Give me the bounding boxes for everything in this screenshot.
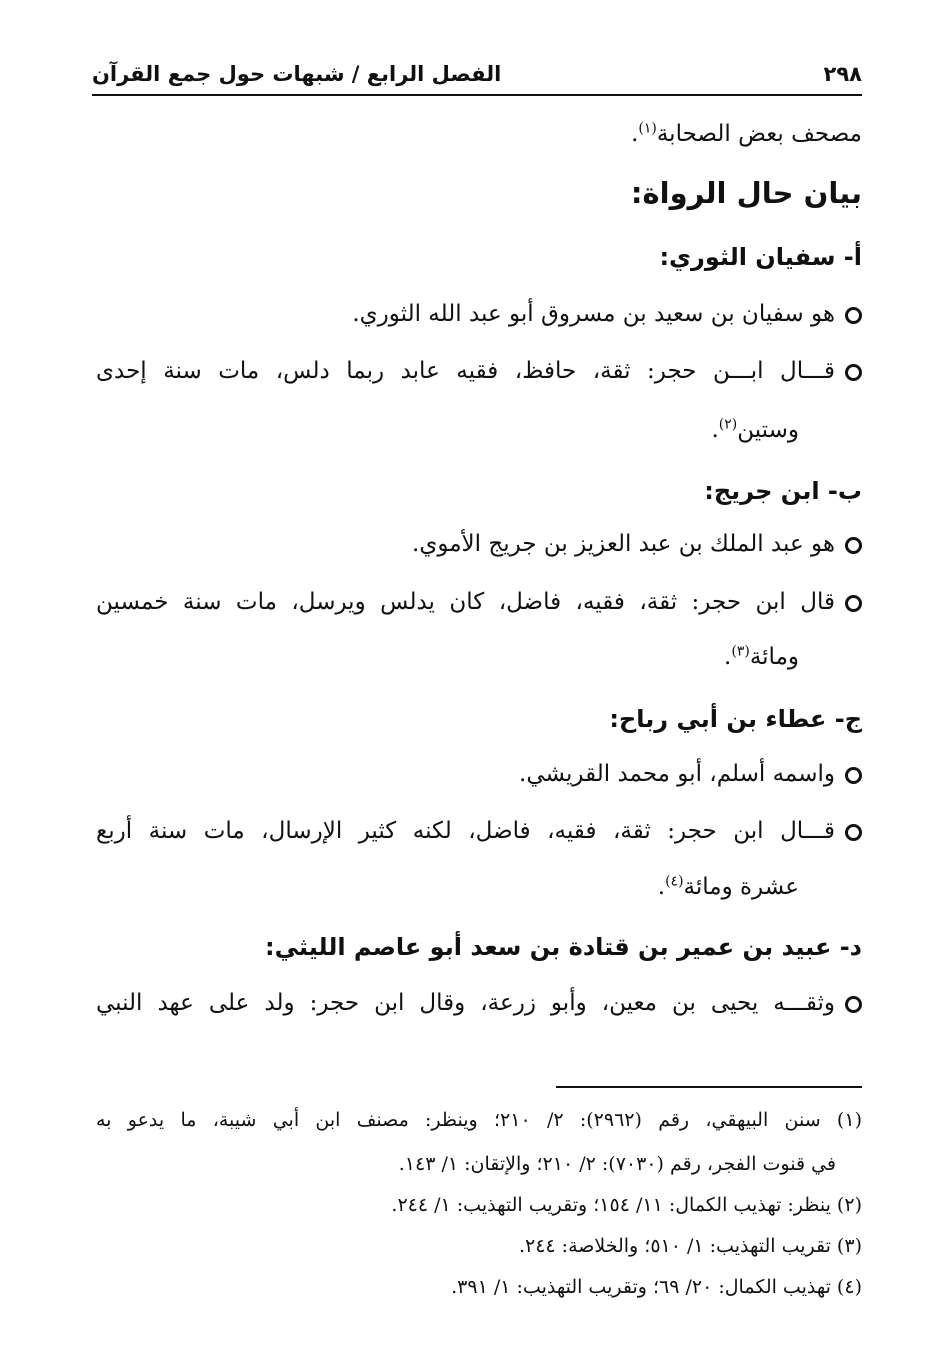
footnote-ref-4: (٤) — [665, 873, 684, 890]
footnote-4: (٤) تهذيب الكمال: ٢٠/ ٦٩؛ وتقريب التهذيب: ١/ ٣٩١. — [451, 1276, 862, 1298]
bullet-continuation: ومائة$^{(٣)}$. — [724, 643, 799, 670]
bullet-continuation: عشرة ومائة$^{(٤)}$. — [657, 873, 799, 900]
bullet-item — [96, 814, 862, 848]
page-number: ٢٩٨ — [823, 62, 862, 86]
bullet-item — [96, 585, 862, 619]
bullet-text: هو سفيان بن سعيد بن مسروق أبو عبد الله الثوري. — [352, 301, 835, 327]
circle-bullet-icon — [845, 307, 862, 324]
bullet-continuation: وستين$^{(٢)}$. — [711, 416, 799, 443]
subheading-ata: ج- عطاء بن أبي رباح: — [609, 705, 862, 733]
page-header — [92, 58, 862, 96]
footnote-ref-2: (٢) — [718, 416, 738, 433]
footnote-1-continuation: في قنوت الفجر، رقم (٧٠٣٠): ٢/ ٢١٠؛ والإتقان: ١/ ١٤٣. — [398, 1153, 836, 1175]
circle-bullet-icon — [845, 537, 862, 554]
bullet-item — [96, 354, 862, 388]
circle-bullet-icon — [845, 767, 862, 784]
bullet-text: وثقـــه يحيى بن معين، وأبو زرعة، وقال ابن حجر: ولد على عهد النبي — [96, 990, 835, 1016]
running-title: الفصل الرابع / شبهات حول جمع القرآن — [92, 62, 502, 86]
footnote-separator — [556, 1086, 862, 1088]
circle-bullet-icon — [845, 824, 862, 841]
bullet-text: قال ابن حجر: ثقة، فقيه، فاضل، كان يدلس ويرسل، مات سنة خمسين — [96, 589, 835, 615]
bullet-item — [352, 297, 862, 331]
footnote-3: (٣) تقريب التهذيب: ١/ ٥١٠؛ والخلاصة: ٢٤٤. — [518, 1235, 862, 1257]
footnote-2: (٢) ينظر: تهذيب الكمال: ١١/ ١٥٤؛ وتقريب التهذيب: ١/ ٢٤٤. — [391, 1194, 862, 1216]
intro-line: مصحف بعض الصحابة$^{(١)}$. — [631, 120, 862, 147]
circle-bullet-icon — [845, 364, 862, 381]
bullet-text: قـــال ابن حجر: ثقة، فقيه، فاضل، لكنه كثير الإرسال، مات سنة أربع — [96, 818, 835, 844]
bullet-item — [519, 757, 862, 791]
footnote-1: (١) سنن البيهقي، رقم (٢٩٦٢): ٢/ ٢١٠؛ وينظر: مصنف ابن أبي شيبة، ما يدعو به — [96, 1109, 862, 1131]
section-heading: بيان حال الرواة: — [630, 176, 862, 210]
footnote-ref-3: (٣) — [731, 643, 750, 660]
bullet-item — [96, 986, 862, 1020]
circle-bullet-icon — [845, 996, 862, 1013]
subheading-ubayd: د- عبيد بن عمير بن قتادة بن سعد أبو عاصم الليثي: — [265, 933, 862, 961]
intro-text: مصحف بعض الصحابة — [656, 121, 862, 147]
bullet-text: واسمه أسلم، أبو محمد القريشي. — [519, 761, 835, 787]
bullet-text: هو عبد الملك بن عبد العزيز بن جريج الأموي. — [412, 531, 835, 557]
continuation-text: وستين — [737, 417, 799, 443]
subheading-ibn-jurayj: ب- ابن جريج: — [704, 477, 862, 505]
continuation-text: ومائة — [749, 644, 799, 670]
circle-bullet-icon — [845, 595, 862, 612]
continuation-text: عشرة ومائة — [683, 874, 799, 900]
bullet-item — [412, 527, 862, 561]
subheading-sufyan: أ- سفيان الثوري: — [659, 243, 862, 271]
bullet-text: قـــال ابـــن حجر: ثقة، حافظ، فقيه عابد ربما دلس، مات سنة إحدى — [96, 358, 835, 384]
footnote-ref-1: (١) — [638, 120, 657, 137]
